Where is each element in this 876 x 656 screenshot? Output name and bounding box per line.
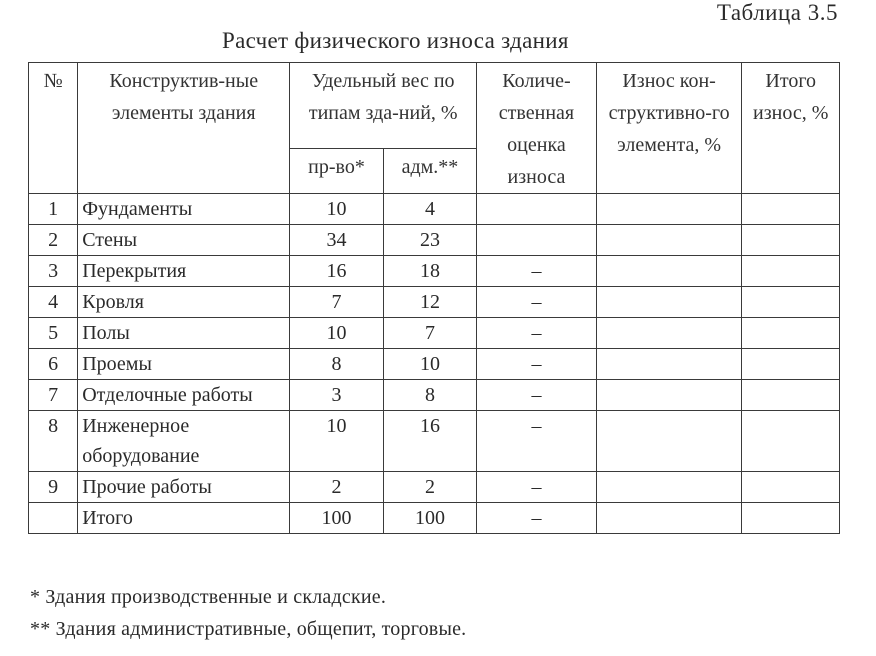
row-weight-production: 16 [290,256,383,287]
table-row [29,349,840,380]
row-total-wear [742,472,840,503]
row-quantitative-assessment [477,225,597,256]
table-row [29,225,840,256]
total-wear [742,503,840,534]
row-element-wear [596,349,742,380]
row-quantitative-assessment: – [477,411,597,472]
row-total-wear [742,380,840,411]
row-weight-production: 8 [290,349,383,380]
row-element-wear [596,225,742,256]
row-num: 3 [29,256,78,287]
table-row [29,287,840,318]
row-weight-administrative: 18 [383,256,476,287]
header-element-wear: Износ кон-структивно-го элемента, % [596,63,742,194]
row-quantitative-assessment: – [477,287,597,318]
footnote-production: * Здания производственные и складские. [30,586,387,608]
row-total-wear [742,318,840,349]
row-quantitative-assessment: – [477,349,597,380]
row-weight-production: 10 [290,411,383,472]
header-weight-production: пр-во* [290,149,383,194]
row-total-wear [742,349,840,380]
row-num: 8 [29,411,78,472]
row-weight-production: 7 [290,287,383,318]
row-weight-production: 2 [290,472,383,503]
row-element-name: Полы [78,318,290,349]
row-element-name: Прочие работы [78,472,290,503]
row-weight-administrative: 10 [383,349,476,380]
row-num: 7 [29,380,78,411]
row-element-name: Стены [78,225,290,256]
table-title: Расчет физического износа здания [222,28,569,53]
row-total-wear [742,287,840,318]
row-weight-administrative: 16 [383,411,476,472]
row-element-wear [596,472,742,503]
row-element-wear [596,380,742,411]
row-weight-administrative: 4 [383,194,476,225]
row-weight-administrative: 7 [383,318,476,349]
row-element-wear [596,411,742,472]
row-quantitative-assessment: – [477,472,597,503]
table-row [29,380,840,411]
row-weight-administrative: 12 [383,287,476,318]
row-weight-administrative: 23 [383,225,476,256]
row-total-wear [742,225,840,256]
row-num: 1 [29,194,78,225]
header-weight: Удельный вес по типам зда-ний, % [290,63,477,149]
row-element-name: Кровля [78,287,290,318]
row-num: 6 [29,349,78,380]
row-element-wear [596,318,742,349]
row-weight-production: 10 [290,318,383,349]
row-element-name: Инженерное оборудование [78,411,290,472]
total-element-wear [596,503,742,534]
row-element-wear [596,194,742,225]
row-weight-administrative: 2 [383,472,476,503]
row-num: 5 [29,318,78,349]
table-row [29,411,840,472]
row-num: 4 [29,287,78,318]
row-element-wear [596,256,742,287]
row-total-wear [742,256,840,287]
total-row-label: Итого [78,503,290,534]
total-row-num [29,503,78,534]
row-element-wear [596,287,742,318]
row-total-wear [742,194,840,225]
row-quantitative-assessment: – [477,256,597,287]
row-element-name: Фундаменты [78,194,290,225]
table-row [29,472,840,503]
table-row [29,256,840,287]
row-weight-production: 3 [290,380,383,411]
row-quantitative-assessment: – [477,380,597,411]
header-weight-administrative: адм.** [383,149,476,194]
table-row [29,194,840,225]
row-element-name: Отделочные работы [78,380,290,411]
row-num: 2 [29,225,78,256]
row-weight-administrative: 8 [383,380,476,411]
header-total-wear: Итого износ, % [742,63,840,194]
row-weight-production: 10 [290,194,383,225]
row-quantitative-assessment: – [477,318,597,349]
total-weight-production: 100 [290,503,383,534]
row-element-name: Перекрытия [78,256,290,287]
row-element-name: Проемы [78,349,290,380]
wear-calculation-table [28,62,840,534]
table-number-label: Таблица 3.5 [716,0,838,25]
footnote-administrative: ** Здания административные, общепит, торговые. [30,618,467,640]
total-row [29,503,840,534]
header-elements: Конструктив-ные элементы здания [78,63,290,194]
header-quantitative-assessment: Количе-ственная оценка износа [477,63,597,194]
total-quantitative-assessment: – [477,503,597,534]
table-row [29,318,840,349]
total-weight-administrative: 100 [383,503,476,534]
header-num: № [29,63,78,194]
row-quantitative-assessment [477,194,597,225]
row-num: 9 [29,472,78,503]
row-weight-production: 34 [290,225,383,256]
row-total-wear [742,411,840,472]
